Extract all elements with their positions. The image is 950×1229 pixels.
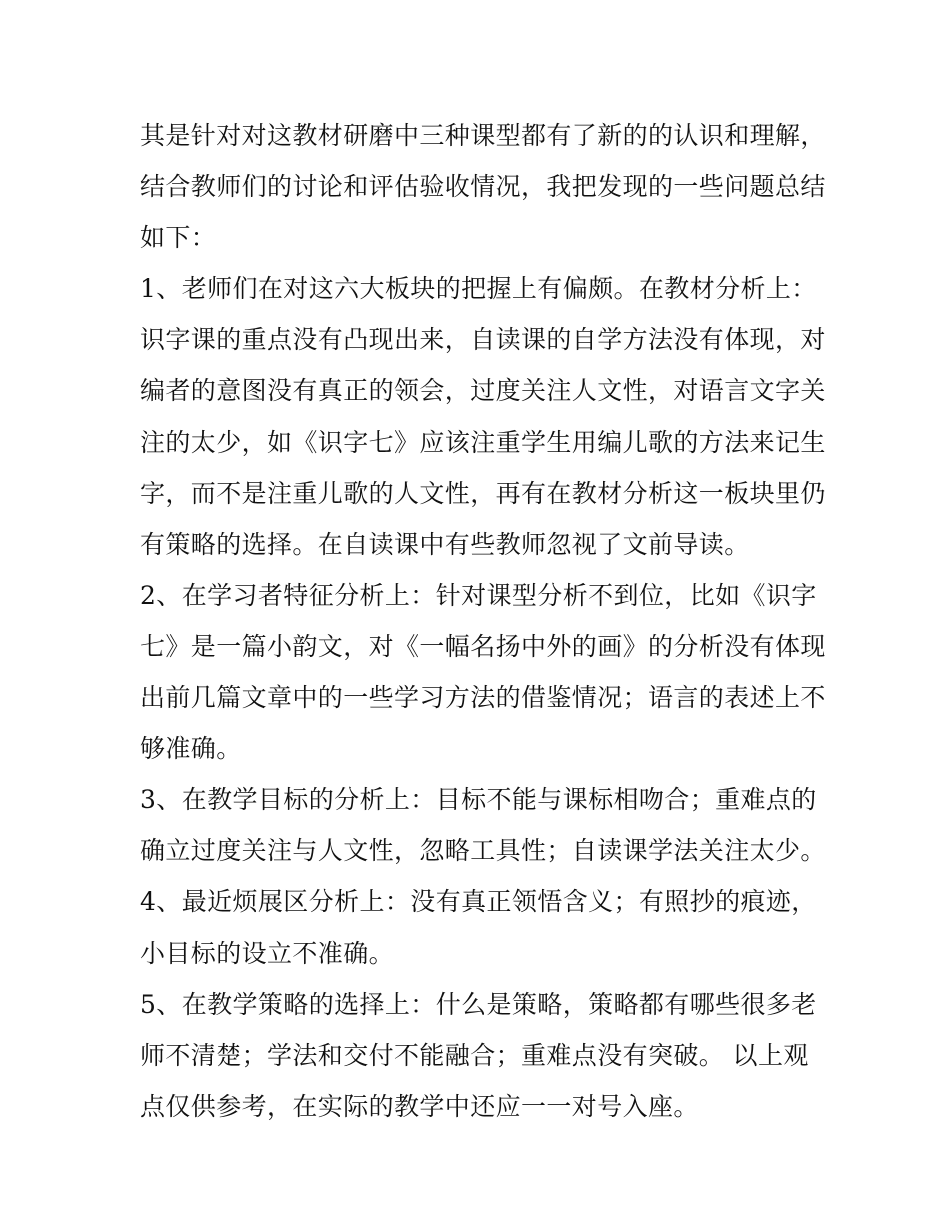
text-line: 如下： (140, 223, 217, 253)
text-line: 2、在学习者特征分析上：针对课型分析不到位，比如《识字 (140, 580, 817, 610)
text-line: 4、最近烦展区分析上：没有真正领悟含义；有照抄的痕迹， (140, 887, 817, 917)
text-line: 识字课的重点没有凸现出来，自读课的自学方法没有体现，对 (140, 325, 826, 355)
text-line: 小目标的设立不准确。 (140, 938, 395, 968)
text-line: 结合教师们的讨论和评估验收情况，我把发现的一些问题总结 (140, 172, 826, 202)
text-line: 注的太少，如《识字七》应该注重学生用编儿歌的方法来记生 (140, 427, 826, 457)
text-line: 点仅供参考，在实际的教学中还应一一对号入座。 (140, 1091, 699, 1121)
text-line: 编者的意图没有真正的领会，过度关注人文性，对语言文字关 (140, 376, 826, 406)
text-line: 字，而不是注重儿歌的人文性，再有在教材分析这一板块里仍 (140, 478, 826, 508)
text-line: 够准确。 (140, 734, 242, 764)
text-line: 出前几篇文章中的一些学习方法的借鉴情况；语言的表述上不 (140, 683, 826, 713)
text-line: 1、老师们在对这六大板块的把握上有偏颇。在教材分析上： (140, 274, 817, 304)
document-body (140, 110, 830, 1132)
text-line: 七》是一篇小韵文，对《一幅名扬中外的画》的分析没有体现 (140, 631, 826, 661)
text-line: 有策略的选择。在自读课中有些教师忽视了文前导读。 (140, 529, 750, 559)
text-line: 确立过度关注与人文性，忽略工具性；自读课学法关注太少。 (140, 836, 826, 866)
text-line: 3、在教学目标的分析上：目标不能与课标相吻合；重难点的 (140, 785, 817, 815)
text-line: 其是针对对这教材研磨中三种课型都有了新的的认识和理解， (140, 121, 826, 150)
text-line: 5、在教学策略的选择上：什么是策略，策略都有哪些很多老 (140, 989, 817, 1019)
text-line: 师不清楚；学法和交付不能融合；重难点没有突破。 以上观 (140, 1040, 809, 1070)
